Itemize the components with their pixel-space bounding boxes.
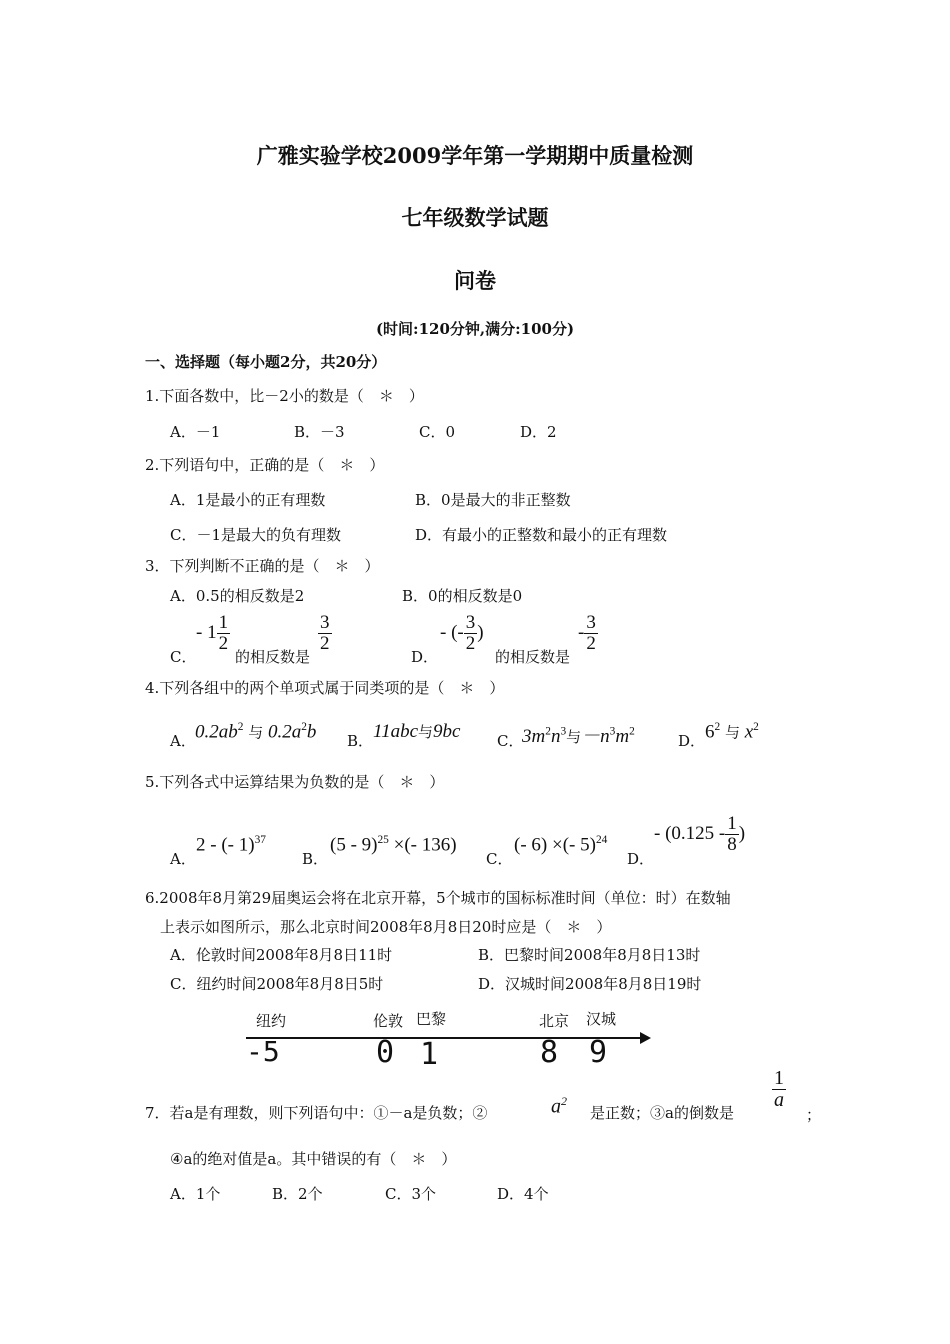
q3-c-neg: - 1 xyxy=(196,622,217,644)
q7-a-squared xyxy=(551,1094,567,1119)
q4-d1: 6 xyxy=(705,721,715,743)
axis-value-0: 0 xyxy=(376,1035,395,1070)
q5-option-d-expr xyxy=(654,814,745,855)
q7-option-b: B．2个 xyxy=(272,1185,323,1203)
q5-option-a-letter: A． xyxy=(170,850,196,868)
q6-option-a: A．伦敦时间2008年8月8日11时 xyxy=(170,946,393,964)
q4-d1-exp: 2 xyxy=(714,721,721,733)
question-2-stem: 2.下列语句中，正确的是（ ＊ ） xyxy=(145,456,385,474)
q3-d-fraction xyxy=(464,613,478,654)
q4-c2: －n xyxy=(581,726,610,747)
question-1-stem: 1.下面各数中，比－2小的数是（ ＊ ） xyxy=(145,387,424,405)
q5-option-b-expr xyxy=(330,834,457,856)
q5-option-d-letter: D． xyxy=(627,850,655,868)
q4-d-and: 与 xyxy=(724,725,740,742)
q5-d-num: 1 xyxy=(727,813,737,834)
q7-a-exp: 2 xyxy=(561,1094,567,1108)
q4-c2-mid: m xyxy=(615,726,630,747)
q7-option-a: A．1个 xyxy=(170,1185,221,1203)
question-4-stem: 4.下列各组中的两个单项式属于同类项的是（ ＊ ） xyxy=(145,679,505,697)
q5-d-fraction xyxy=(725,814,739,855)
q3-d-num: 3 xyxy=(465,612,476,633)
q3-d-post: ) xyxy=(477,622,484,644)
q4-a2-tail: b xyxy=(306,721,317,743)
q7-frac-num: 1 xyxy=(774,1067,784,1089)
q5-a-exp: 37 xyxy=(254,834,266,846)
q1-option-c: C．0 xyxy=(419,423,456,441)
q4-b-and: 与 xyxy=(418,725,434,741)
q3-option-a: A．0.5的相反数是2 xyxy=(170,587,305,605)
q4-option-a-letter: A． xyxy=(170,732,196,750)
q3-option-b: B．0的相反数是0 xyxy=(402,587,523,605)
q4-c1: 3m xyxy=(522,726,546,747)
q4-a1: 0.2ab xyxy=(195,721,238,743)
q6-option-b: B．巴黎时间2008年8月8日13时 xyxy=(478,946,701,964)
q5-option-b-letter: B． xyxy=(302,850,329,868)
q5-b-base: (5 - 9) xyxy=(330,834,378,856)
axis-city-beijing: 北京 xyxy=(539,1012,570,1030)
q1-option-b: B．－3 xyxy=(294,423,345,441)
q2-option-c: C．－1是最大的负有理数 xyxy=(170,526,342,544)
q3-c-answer-fraction xyxy=(318,613,332,654)
q5-b-tail: ×(- 136) xyxy=(388,834,457,856)
question-6-line2: 上表示如图所示，那么北京时间2008年8月8日20时应是（ ＊ ） xyxy=(160,918,612,936)
q4-option-d-expr xyxy=(705,721,759,743)
q5-option-c-expr xyxy=(514,834,607,856)
q3-option-d-expr xyxy=(440,613,484,654)
q3-option-c-expr xyxy=(196,613,230,654)
q5-d-pre: - (0.125 - xyxy=(654,823,726,845)
axis-city-paris: 巴黎 xyxy=(416,1010,447,1028)
q3-d-answer xyxy=(578,613,598,654)
q3-d-ans-num: 3 xyxy=(586,612,596,633)
q7-option-c: C．3个 xyxy=(385,1185,437,1203)
q4-option-d-letter: D． xyxy=(678,732,706,750)
q3-d-ans-neg: - xyxy=(578,622,585,644)
q4-c2-exp1: 3 xyxy=(609,725,616,738)
q7-frac-den: a xyxy=(774,1089,784,1111)
q4-option-c-letter: C． xyxy=(497,732,524,750)
question-7-line1-mid: 是正数；③a的倒数是 xyxy=(590,1104,734,1122)
q5-c-exp: 24 xyxy=(595,834,608,846)
q4-a2-exp: 2 xyxy=(301,721,307,733)
paper-label: 问卷 xyxy=(454,268,496,293)
q4-option-b-letter: B． xyxy=(347,732,374,750)
q7-reciprocal xyxy=(772,1068,786,1111)
q3-c-fraction xyxy=(217,613,231,654)
q7-option-d: D．4个 xyxy=(497,1185,549,1203)
q1-option-a: A．－1 xyxy=(170,423,221,441)
q4-c1-exp2: 3 xyxy=(560,725,567,738)
q3-d-den: 2 xyxy=(465,632,476,654)
q3-c-ans-num: 3 xyxy=(320,612,330,633)
q6-option-c: C．纽约时间2008年8月8日5时 xyxy=(170,975,384,993)
exam-subtitle: 七年级数学试题 xyxy=(401,205,549,230)
q2-option-d: D．有最小的正整数和最小的正有理数 xyxy=(415,526,668,544)
q5-option-a-expr xyxy=(196,834,266,856)
q3-option-c-letter: C． xyxy=(170,648,197,666)
q4-a-and: 与 xyxy=(248,725,264,742)
q2-option-b: B．0是最大的非正整数 xyxy=(415,491,571,509)
q4-c2-exp2: 2 xyxy=(629,725,635,738)
question-3-stem: 3．下列判断不正确的是（ ＊ ） xyxy=(145,557,380,575)
q5-b-exp: 25 xyxy=(377,834,389,846)
q4-option-a-expr xyxy=(195,721,316,743)
q3-c-ans-den: 2 xyxy=(320,632,330,654)
q1-option-d: D．2 xyxy=(520,423,557,441)
q4-option-c-expr xyxy=(522,721,635,748)
number-axis-figure xyxy=(240,1008,660,1073)
q5-a-expr: 2 - (- 1) xyxy=(196,834,255,856)
q4-a2: 0.2a xyxy=(267,721,302,743)
q4-a1-exp: 2 xyxy=(237,721,244,733)
q7-fraction xyxy=(772,1068,786,1111)
q4-b1: 11abc xyxy=(373,721,419,742)
q4-c1-mid: n xyxy=(550,726,561,747)
q3-d-answer-fraction xyxy=(584,613,598,654)
q2-option-a: A．1是最小的正有理数 xyxy=(170,491,326,509)
q6-option-d: D．汉城时间2008年8月8日19时 xyxy=(478,975,702,993)
q4-option-b-expr xyxy=(373,721,460,743)
section-heading: 一、选择题（每小题2分，共20分） xyxy=(145,353,387,371)
q3-d-pre: - (- xyxy=(440,622,464,644)
question-5-stem: 5.下列各式中运算结果为负数的是（ ＊ ） xyxy=(145,773,445,791)
axis-line xyxy=(246,1037,644,1039)
q3-c-num: 1 xyxy=(218,612,229,633)
q3-c-text: 的相反数是 xyxy=(235,648,311,666)
q5-d-post: ) xyxy=(738,823,746,845)
q5-option-c-letter: C． xyxy=(486,850,513,868)
q5-d-den: 8 xyxy=(727,833,737,855)
q5-c-expr: (- 6) ×(- 5) xyxy=(514,834,596,856)
question-7-line1-pre: 7．若a是有理数，则下列语句中：①－a是负数；② xyxy=(145,1104,488,1122)
q4-c1-exp1: 2 xyxy=(545,725,551,738)
q3-option-d-letter: D． xyxy=(411,648,439,666)
axis-city-seoul: 汉城 xyxy=(586,1010,617,1028)
question-6-line1: 6.2008年8月第29届奥运会将在北京开幕，5个城市的国标标准时间（单位：时）在数轴 xyxy=(145,889,731,907)
axis-value-8: 8 xyxy=(540,1035,559,1070)
axis-city-newyork: 纽约 xyxy=(256,1012,287,1030)
axis-city-london: 伦敦 xyxy=(373,1012,404,1030)
axis-value-minus5: -5 xyxy=(246,1035,280,1068)
q3-c-den: 2 xyxy=(218,632,229,654)
axis-value-9: 9 xyxy=(589,1035,608,1070)
q3-c-answer xyxy=(318,613,332,654)
exam-title: 广雅实验学校2009学年第一学期期中质量检测 xyxy=(256,143,694,168)
axis-value-1: 1 xyxy=(420,1037,439,1072)
q7-a-base: a xyxy=(551,1095,561,1118)
q4-c-and: 与 xyxy=(566,730,582,746)
question-7-line1-end: ； xyxy=(806,1106,822,1124)
q4-d2-exp: 2 xyxy=(753,721,759,733)
q3-d-ans-den: 2 xyxy=(586,632,596,654)
question-7-line2: ④a的绝对值是a。其中错误的有（ ＊ ） xyxy=(170,1150,457,1168)
exam-info: (时间:120分钟,满分:100分) xyxy=(375,320,575,338)
q3-d-text: 的相反数是 xyxy=(495,648,571,666)
axis-arrow-icon xyxy=(640,1032,651,1044)
q4-b2: 9bc xyxy=(433,721,461,742)
q4-d2: x xyxy=(744,721,754,743)
